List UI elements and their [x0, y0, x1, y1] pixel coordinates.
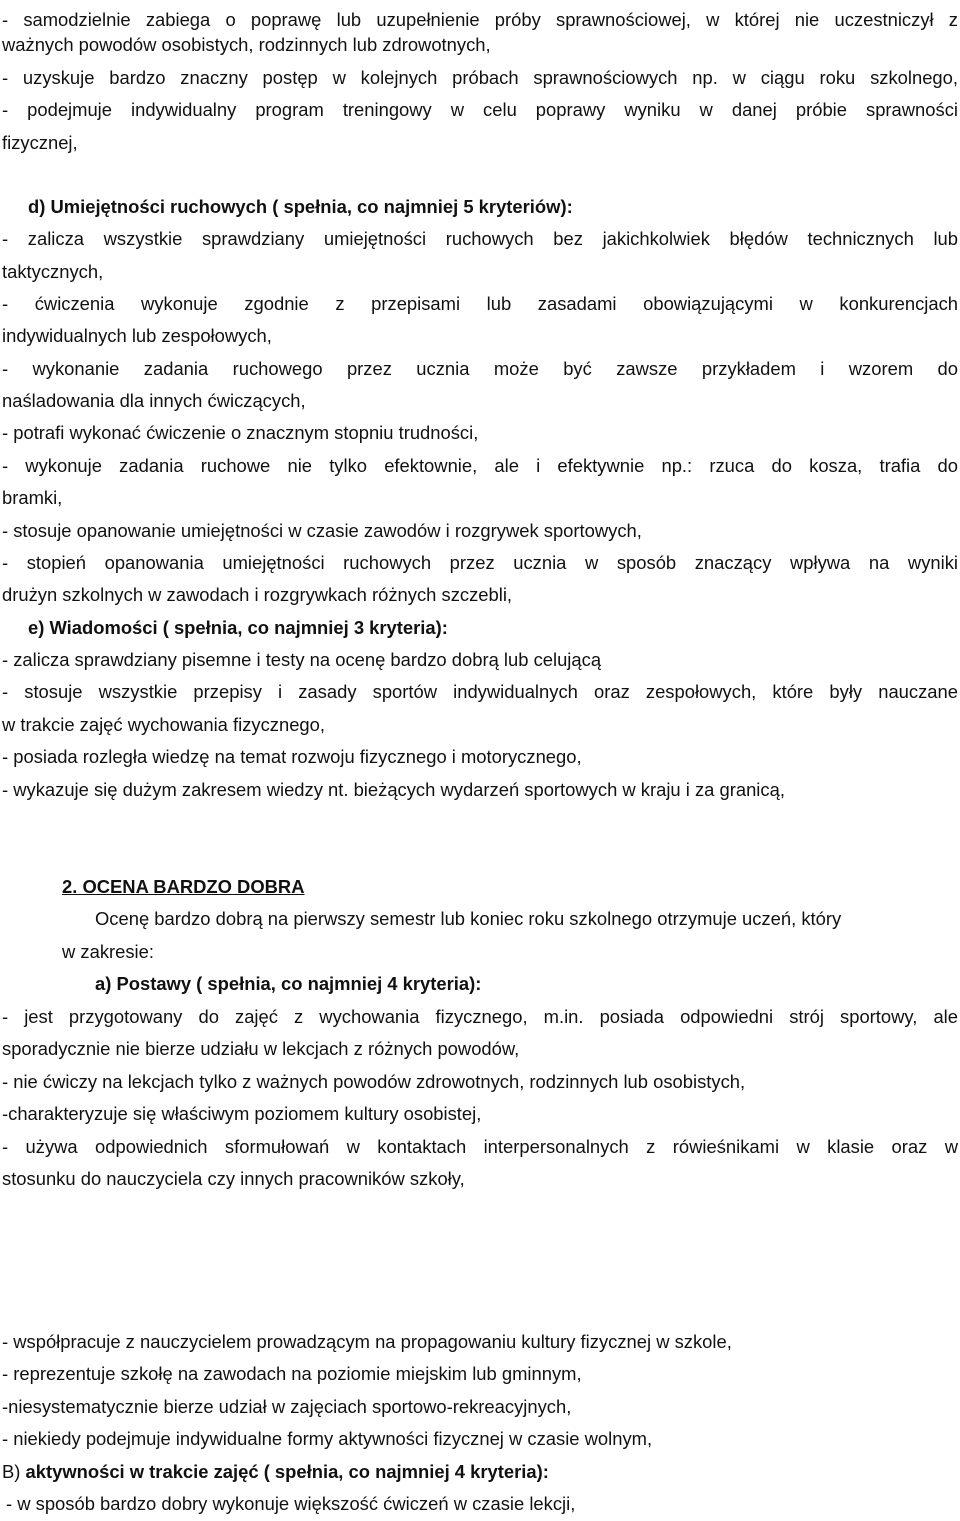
text-line: bramki,: [2, 487, 63, 508]
text-line: - wykazuje się dużym zakresem wiedzy nt. bieżących wydarzeń sportowych w kraju i za granicą,: [2, 779, 785, 800]
text-line: -niesystematycznie bierze udział w zajęciach sportowo-rekreacyjnych,: [2, 1396, 572, 1417]
text-line: stosunku do nauczyciela czy innych pracowników szkoły,: [2, 1168, 465, 1189]
section-heading-e: e) Wiadomości ( spełnia, co najmniej 3 kryteria):: [28, 617, 448, 638]
text-line: - wykonuje zadania ruchowe nie tylko efektownie, ale i efektywnie np.: rzuca do kosza, trafia do: [2, 455, 958, 476]
text-line: -charakteryzuje się właściwym poziomem kultury osobistej,: [2, 1103, 482, 1124]
text-line: - stosuje wszystkie przepisy i zasady sportów indywidualnych oraz zespołowych, które były nauczane: [2, 681, 958, 702]
text-line: - samodzielnie zabiega o poprawę lub uzupełnienie próby sprawnościowej, w której nie uczestniczył z: [2, 9, 958, 30]
text-line: - stosuje opanowanie umiejętności w czasie zawodów i rozgrywek sportowych,: [2, 520, 642, 541]
text-line: w trakcie zajęć wychowania fizycznego,: [2, 714, 325, 735]
text-line: sporadycznie nie bierze udziału w lekcjach z różnych powodów,: [2, 1038, 520, 1059]
text-line: - jest przygotowany do zajęć z wychowania fizycznego, m.in. posiada odpowiedni strój sportowy, ale: [2, 1006, 958, 1027]
text-line: - niekiedy podejmuje indywidualne formy aktywności fizycznej w czasie wolnym,: [2, 1428, 653, 1449]
text-line: indywidualnych lub zespołowych,: [2, 325, 272, 346]
section-heading-a: a) Postawy ( spełnia, co najmniej 4 kryteria):: [95, 973, 482, 994]
text-line: - stopień opanowania umiejętności ruchowych przez ucznia w sposób znaczący wpływa na wyniki: [2, 552, 958, 573]
text-line: - współpracuje z nauczycielem prowadzącym na propagowaniu kultury fizycznej w szkole,: [2, 1331, 732, 1352]
text-line: taktycznych,: [2, 261, 104, 282]
section-heading-b: [2, 1456, 958, 1489]
section-heading-b-label: aktywności w trakcie zajęć ( spełnia, co najmniej 4 kryteria):: [25, 1461, 549, 1482]
text-line: naśladowania dla innych ćwiczących,: [2, 390, 306, 411]
text-line: - posiada rozległa wiedzę na temat rozwoju fizycznego i motorycznego,: [2, 746, 582, 767]
text-line: ważnych powodów osobistych, rodzinnych lub zdrowotnych,: [2, 34, 491, 55]
text-line: - ćwiczenia wykonuje zgodnie z przepisami lub zasadami obowiązującymi w konkurencjach: [2, 293, 958, 314]
text-line: - w sposób bardzo dobry wykonuje większość ćwiczeń w czasie lekcji,: [6, 1493, 576, 1514]
text-line: drużyn szkolnych w zawodach i rozgrywkach różnych szczebli,: [2, 584, 513, 605]
section-heading-d: d) Umiejętności ruchowych ( spełnia, co najmniej 5 kryteriów):: [28, 196, 573, 217]
intro-paragraph-cont: w zakresie:: [62, 941, 154, 962]
text-line: - podejmuje indywidualny program treningowy w celu poprawy wyniku w danej próbie sprawności: [2, 99, 958, 120]
text-line: - wykonanie zadania ruchowego przez ucznia może być zawsze przykładem i wzorem do: [2, 358, 958, 379]
section-prefix: B): [2, 1461, 26, 1482]
text-line: - uzyskuje bardzo znaczny postęp w kolejnych próbach sprawnościowych np. w ciągu roku szkolnego,: [2, 67, 958, 88]
text-line: - reprezentuje szkołę na zawodach na poziomie miejskim lub gminnym,: [2, 1363, 582, 1384]
text-line: - potrafi wykonać ćwiczenie o znacznym stopniu trudności,: [2, 422, 479, 443]
text-line: - zalicza sprawdziany pisemne i testy na ocenę bardzo dobrą lub celującą: [2, 649, 602, 670]
text-line: fizycznej,: [2, 132, 78, 153]
text-line: - nie ćwiczy na lekcjach tylko z ważnych powodów zdrowotnych, rodzinnych lub osobistych,: [2, 1071, 746, 1092]
intro-paragraph: Ocenę bardzo dobrą na pierwszy semestr lub koniec roku szkolnego otrzymuje uczeń, który: [95, 908, 842, 929]
text-line: - zalicza wszystkie sprawdziany umiejętności ruchowych bez jakichkolwiek błędów technicznych lub: [2, 228, 958, 249]
text-line: - używa odpowiednich sformułowań w kontaktach interpersonalnych z rówieśnikami w klasie oraz w: [2, 1136, 958, 1157]
section-title: 2. OCENA BARDZO DOBRA: [62, 876, 305, 897]
